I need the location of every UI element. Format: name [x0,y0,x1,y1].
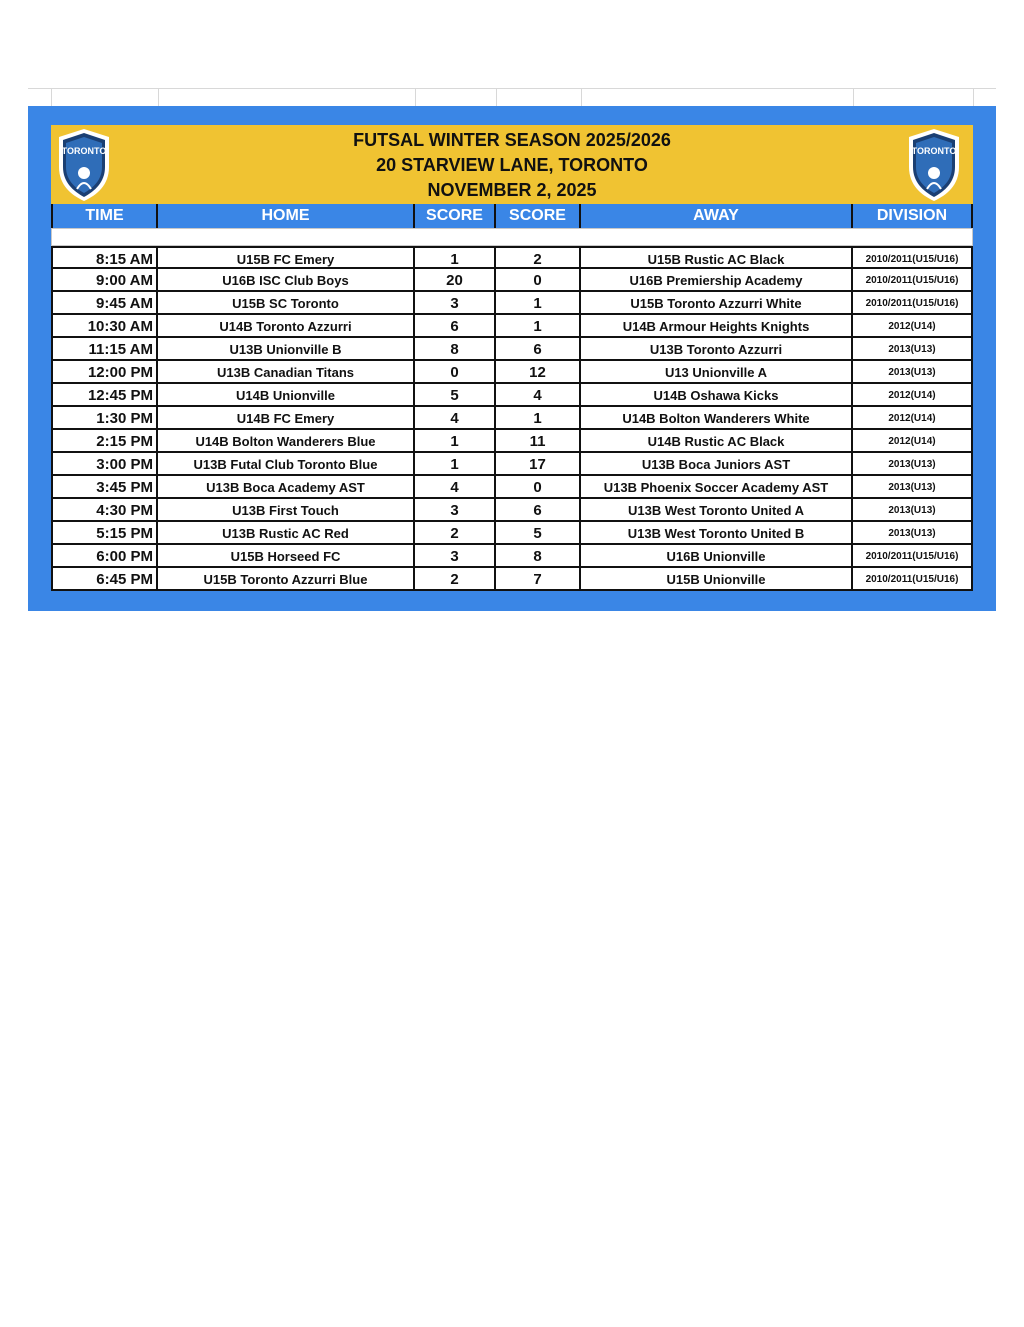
cell-home-team: U15B Toronto Azzurri Blue [158,568,415,591]
cell-home-score: 0 [415,361,496,384]
cell-away-score: 8 [496,545,581,568]
cell-away-score: 5 [496,522,581,545]
cell-away-team: U14B Bolton Wanderers White [581,407,853,430]
cell-home-team: U13B Boca Academy AST [158,476,415,499]
sheet-gridline-top [28,88,996,106]
cell-away-score: 17 [496,453,581,476]
table-row [51,246,973,269]
cell-away-team: U14B Oshawa Kicks [581,384,853,407]
cell-time: 5:15 PM [51,522,158,545]
logo-text-left: TORONTO [61,146,107,156]
cell-time: 9:45 AM [51,292,158,315]
column-header-away-score: SCORE [496,204,581,228]
cell-home-team: U16B ISC Club Boys [158,269,415,292]
cell-away-score: 0 [496,476,581,499]
cell-away-score: 2 [496,246,581,269]
cell-division: 2012(U14) [853,384,973,407]
title-venue: 20 STARVIEW LANE, TORONTO [376,155,648,175]
cell-home-score: 1 [415,430,496,453]
cell-division: 2013(U13) [853,453,973,476]
title-date: NOVEMBER 2, 2025 [427,180,597,200]
cell-division: 2013(U13) [853,522,973,545]
cell-time: 4:30 PM [51,499,158,522]
cell-division: 2013(U13) [853,499,973,522]
table-row [51,315,973,338]
cell-away-score: 6 [496,338,581,361]
cell-home-team: U15B Horseed FC [158,545,415,568]
column-header-away: AWAY [581,204,853,228]
cell-home-score: 1 [415,246,496,269]
logo-text-right: TORONTO [911,146,957,156]
cell-away-team: U13 Unionville A [581,361,853,384]
cell-division: 2010/2011(U15/U16) [853,545,973,568]
title-season: FUTSAL WINTER SEASON 2025/2026 [353,130,671,150]
cell-home-score: 2 [415,568,496,591]
cell-away-score: 6 [496,499,581,522]
cell-home-team: U14B Toronto Azzurri [158,315,415,338]
cell-away-team: U14B Rustic AC Black [581,430,853,453]
cell-away-team: U15B Unionville [581,568,853,591]
cell-division: 2013(U13) [853,476,973,499]
blank-spacer-row [51,228,973,246]
cell-home-score: 2 [415,522,496,545]
cell-home-score: 20 [415,269,496,292]
schedule-table [51,246,973,591]
cell-home-team: U13B First Touch [158,499,415,522]
table-row [51,545,973,568]
cell-division: 2010/2011(U15/U16) [853,269,973,292]
cell-away-team: U14B Armour Heights Knights [581,315,853,338]
cell-time: 12:00 PM [51,361,158,384]
cell-time: 11:15 AM [51,338,158,361]
table-row [51,476,973,499]
table-row [51,292,973,315]
cell-home-score: 6 [415,315,496,338]
cell-away-team: U15B Toronto Azzurri White [581,292,853,315]
cell-away-score: 1 [496,407,581,430]
cell-home-team: U15B FC Emery [158,246,415,269]
cell-home-score: 1 [415,453,496,476]
table-row [51,453,973,476]
cell-time: 3:00 PM [51,453,158,476]
column-header-division: DIVISION [853,204,973,228]
cell-away-team: U15B Rustic AC Black [581,246,853,269]
cell-home-score: 3 [415,545,496,568]
column-header-time: TIME [51,204,158,228]
cell-away-team: U13B Toronto Azzurri [581,338,853,361]
table-row [51,269,973,292]
cell-away-score: 1 [496,315,581,338]
cell-division: 2013(U13) [853,361,973,384]
cell-division: 2013(U13) [853,338,973,361]
table-row [51,430,973,453]
table-row [51,338,973,361]
column-header-home-score: SCORE [415,204,496,228]
cell-away-score: 1 [496,292,581,315]
cell-time: 2:15 PM [51,430,158,453]
cell-home-score: 3 [415,292,496,315]
cell-home-score: 5 [415,384,496,407]
cell-away-team: U16B Premiership Academy [581,269,853,292]
cell-home-team: U14B Bolton Wanderers Blue [158,430,415,453]
table-row [51,384,973,407]
cell-time: 3:45 PM [51,476,158,499]
cell-time: 12:45 PM [51,384,158,407]
cell-time: 1:30 PM [51,407,158,430]
cell-time: 8:15 AM [51,246,158,269]
cell-away-score: 12 [496,361,581,384]
cell-home-team: U15B SC Toronto [158,292,415,315]
cell-home-score: 4 [415,476,496,499]
cell-time: 9:00 AM [51,269,158,292]
cell-time: 10:30 AM [51,315,158,338]
cell-division: 2012(U14) [853,407,973,430]
toronto-logo-right [905,127,963,203]
table-row [51,361,973,384]
cell-home-team: U13B Rustic AC Red [158,522,415,545]
cell-away-team: U13B Phoenix Soccer Academy AST [581,476,853,499]
cell-division: 2010/2011(U15/U16) [853,568,973,591]
cell-division: 2012(U14) [853,315,973,338]
cell-division: 2010/2011(U15/U16) [853,292,973,315]
table-row [51,499,973,522]
table-row [51,407,973,430]
cell-time: 6:00 PM [51,545,158,568]
cell-home-score: 3 [415,499,496,522]
cell-division: 2012(U14) [853,430,973,453]
cell-home-team: U14B FC Emery [158,407,415,430]
cell-home-team: U13B Unionville B [158,338,415,361]
cell-home-score: 4 [415,407,496,430]
table-row [51,568,973,591]
cell-away-team: U13B Boca Juniors AST [581,453,853,476]
cell-home-score: 8 [415,338,496,361]
column-header-home: HOME [158,204,415,228]
cell-home-team: U13B Canadian Titans [158,361,415,384]
cell-home-team: U13B Futal Club Toronto Blue [158,453,415,476]
cell-away-team: U13B West Toronto United A [581,499,853,522]
column-header-row [51,204,973,228]
cell-away-team: U13B West Toronto United B [581,522,853,545]
cell-away-score: 4 [496,384,581,407]
cell-away-score: 0 [496,269,581,292]
cell-away-score: 7 [496,568,581,591]
cell-away-team: U16B Unionville [581,545,853,568]
table-row [51,522,973,545]
cell-division: 2010/2011(U15/U16) [853,246,973,269]
toronto-logo-left [55,127,113,203]
cell-away-score: 11 [496,430,581,453]
cell-time: 6:45 PM [51,568,158,591]
cell-home-team: U14B Unionville [158,384,415,407]
